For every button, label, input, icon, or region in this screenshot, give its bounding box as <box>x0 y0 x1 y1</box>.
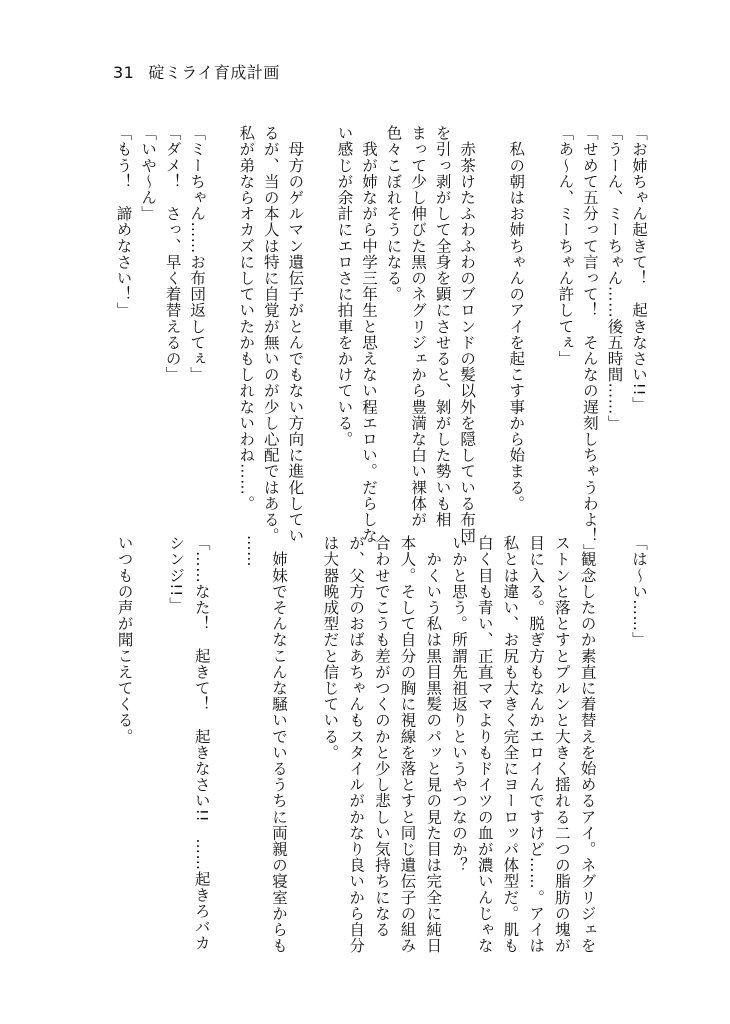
text-column: るが、当の本人は特に自覚が無いのが少し心配ではある。 <box>261 125 280 544</box>
text-column: 「ミーちゃん……お布団返してぇ」 <box>188 125 207 383</box>
text-column: が、父方のおばあちゃんもスタイルがかなり良いから自分 <box>347 535 366 954</box>
text-column: 白く目も青い、正直ママよりもドイツの血が濃いんじゃな <box>475 535 494 954</box>
text-column: 「せめて五分って言って！ そんなの遅刻しちゃうわよ！」 <box>580 125 599 560</box>
text-column: 目に入る。脱ぎ方もなんかエロイんですけど……。アイは <box>527 535 546 954</box>
text-column: 「お姉ちゃん起きて！ 起きなさい!!」 <box>630 125 648 413</box>
text-column: ストンと落とすとプルンと大きく揺れる二つの脂肪の塊が <box>552 535 571 954</box>
text-column: 私とは違い、お尻も大きく完全にヨーロッパ体型だ。肌も <box>501 535 520 954</box>
text-column: 母方のゲルマン遺伝子がとんでもない方向に進化してい <box>286 125 305 544</box>
text-column: 我が姉ながら中学三年生と思えない程エロい。だらしな <box>359 125 378 544</box>
upper-text-block <box>106 125 648 560</box>
text-column: 「いや～ん」 <box>139 125 158 222</box>
text-column: は大器晩成型だと信じている。 <box>321 535 340 761</box>
text-column: 私が弟ならオカズにしていたかもしれないわね……。 <box>237 125 256 512</box>
text-column: 「あ～ん、ミーちゃん許してぇ」 <box>556 125 575 367</box>
text-column: シンジ!!」 <box>167 535 186 614</box>
text-column: まって少し伸びた黒のネグリジェから豊満な白い裸体が <box>409 125 428 528</box>
text-column: 「もう！ 諦めなさい！」 <box>114 125 133 319</box>
text-column: 「うーん、ミーちゃん……後五時間……」 <box>605 125 624 431</box>
text-column: 合わせでこうも差がつくのかと少し悲しい気持ちになる <box>372 535 391 938</box>
text-column: 「……なた！ 起きて！ 起きなさい!! ……起きろバカ <box>192 535 211 952</box>
text-column: を引っ剥がして全身を顕にさせると、剝がした勢いも相 <box>433 125 452 528</box>
book-title: 碇ミライ育成計画 <box>148 63 280 82</box>
text-column: 赤茶けたふわふわのブロンドの髪以外を隠している布団 <box>458 125 477 544</box>
text-column: い感じが余計にエロさに拍車をかけている。 <box>335 125 354 447</box>
page-number: 31 <box>113 63 135 82</box>
text-column: 姉妹でそんなこんな騒いでいるうちに両親の寝室からも <box>269 535 288 954</box>
text-column: いつもの声が聞こえてくる。 <box>115 535 134 745</box>
page-header <box>113 60 280 83</box>
lower-text-block <box>106 535 648 954</box>
text-column: …… <box>244 535 263 568</box>
text-column: 観念したのか素直に着替えを始めるアイ。ネグリジェを <box>578 535 597 954</box>
text-column: かくいう私は黒目黒髪のパッと見の見た目は完全に純日 <box>424 535 443 954</box>
text-column: いかと思う。所謂先祖返りというやつなのか？ <box>449 535 468 874</box>
text-column: 「ダメ！ さっ、早く着替えるの」 <box>163 125 182 383</box>
text-column: 私の朝はお姉ちゃんのアイを起こす事から始まる。 <box>507 125 526 512</box>
text-column: 色々こぼれそうになる。 <box>384 125 403 303</box>
text-column: 「は～い……」 <box>630 535 648 648</box>
text-column: 本人。そして自分の胸に視線を落とすと同じ遺伝子の組み <box>398 535 417 954</box>
